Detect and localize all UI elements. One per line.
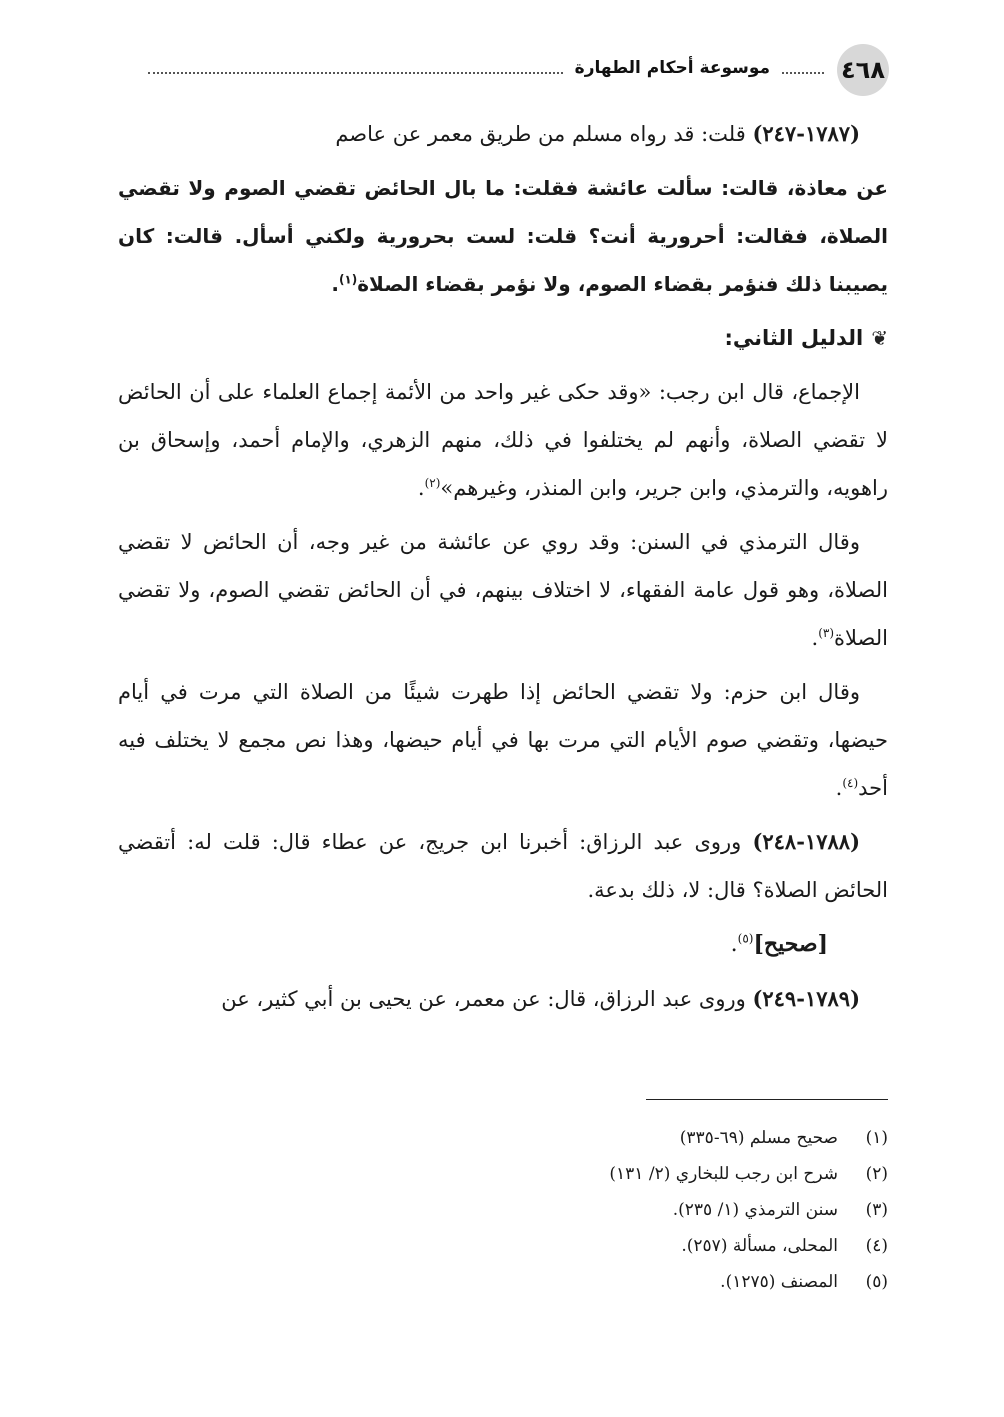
book-title: موسوعة أحكام الطهارة	[574, 58, 770, 78]
running-header	[148, 58, 824, 78]
paragraph-5: وقال ابن حزم: ولا تقضي الحائض إذا طهرت شيئًا من الصلاة التي مرت في أيام حيضها، وتقضي صوم الأيام التي مرت بها في أيام حيضها، وهذا نص مجمع لا يختلف فيه أحد$^{(٤)}$.	[118, 680, 888, 800]
footnote-item	[118, 1192, 888, 1228]
footnote-ref[interactable]: (١)	[338, 272, 358, 287]
footnote-text: المحلى، مسألة (٢٥٧).	[681, 1236, 838, 1256]
paragraph-text: وروى عبد الرزاق، قال: عن معمر، عن يحيى بن أبي كثير، عن	[221, 987, 753, 1011]
paragraph-4: وقال الترمذي في السنن: وقد روي عن عائشة من غير وجه، أن الحائض لا تقضي الصلاة، وهو قول عامة الفقهاء، لا اختلاف بينهم، في أن الحائض تقضي الصوم، ولا تقضي الصلاة$^{(٣)}$.	[118, 530, 888, 650]
header-dots-left	[148, 72, 563, 74]
paragraph-text: وقال الترمذي في السنن: وقد روي عن عائشة من غير وجه، أن الحائض لا تقضي الصلاة، وهو قول عامة الفقهاء، لا اختلاف بينهم، في أن الحائض تقضي الصوم، ولا تقضي الصلاة	[118, 530, 888, 650]
footnote-number: (١)	[865, 1128, 888, 1148]
hadith-grade: [صحيح]$^{(٥)}$.	[730, 931, 828, 957]
paragraph-1	[118, 110, 888, 158]
footnote-text: المصنف (١٢٧٥).	[720, 1272, 838, 1292]
page-number: ٤٦٨	[837, 44, 889, 96]
footnote-text: سنن الترمذي (١/ ٢٣٥).	[672, 1200, 838, 1220]
footnote-number: (٤)	[865, 1236, 888, 1256]
footnote-item	[118, 1156, 888, 1192]
section-heading-text: الدليل الثاني:	[724, 326, 864, 350]
paragraph-text: قلت: قد رواه مسلم من طريق معمر عن عاصم	[335, 122, 753, 146]
footnotes	[118, 1120, 888, 1300]
footnote-ref[interactable]: (٢)	[424, 476, 441, 490]
footnote-text: صحيح مسلم (٦٩-٣٣٥)	[679, 1128, 838, 1148]
header-dots-right	[782, 72, 824, 74]
footnote-number: (٥)	[865, 1272, 888, 1292]
leaf-bullet-icon: ❦	[871, 326, 888, 350]
main-text	[118, 110, 888, 1029]
paragraph-7	[118, 975, 888, 1023]
hadith-number: (١٧٨٩-٢٤٩)	[752, 986, 860, 1011]
footnote-item	[118, 1264, 888, 1300]
footnote-ref[interactable]: (٤)	[842, 776, 859, 790]
footnote-ref[interactable]: (٣)	[818, 626, 835, 640]
paragraph-text: الإجماع، قال ابن رجب: «وقد حكى غير واحد من الأئمة إجماع العلماء على أن الحائض لا تقضي الصلاة، وأنهم لم يختلفوا في ذلك، منهم الزهري، والإمام أحمد، وإسحاق بن راهويه، والترمذي، وابن جرير، وابن المنذر، وغيرهم»	[118, 380, 888, 500]
paragraph-2-hadith-text: عن معاذة، قالت: سألت عائشة فقلت: ما بال الحائض تقضي الصوم ولا تقضي الصلاة، فقالت: أحرورية أنت؟ قلت: لست بحرورية ولكني أسأل. قالت: كان يصيبنا ذلك فنؤمر بقضاء الصوم، ولا نؤمر بقضاء الصلاة$^{(١)}$.	[118, 176, 888, 296]
hadith-number: (١٧٨٧-٢٤٧)	[752, 121, 860, 146]
footnote-item	[118, 1120, 888, 1156]
paragraph-text: وقال ابن حزم: ولا تقضي الحائض إذا طهرت شيئًا من الصلاة التي مرت في أيام حيضها، وتقضي صوم الأيام التي مرت بها في أيام حيضها، وهذا نص مجمع لا يختلف فيه أحد	[118, 680, 888, 800]
grade-label: [صحيح]	[753, 931, 828, 957]
footnote-number: (٣)	[865, 1200, 888, 1220]
paragraph-text: عن معاذة، قالت: سألت عائشة فقلت: ما بال الحائض تقضي الصوم ولا تقضي الصلاة، فقالت: أحرورية أنت؟ قلت: لست بحرورية ولكني أسأل. قالت: كان يصيبنا ذلك فنؤمر بقضاء الصوم، ولا نؤمر بقضاء الصلاة	[118, 176, 888, 296]
footnote-ref[interactable]: (٥)	[737, 931, 754, 946]
footnote-number: (٢)	[865, 1164, 888, 1184]
paragraph-6	[118, 818, 888, 914]
paragraph-text: وروى عبد الرزاق: أخبرنا ابن جريج، عن عطاء قال: قلت له: أتقضي الحائض الصلاة؟ قال: لا، ذلك بدعة.	[118, 830, 888, 902]
hadith-number: (١٧٨٨-٢٤٨)	[752, 829, 860, 854]
footnote-separator	[646, 1099, 888, 1100]
footnote-text: شرح ابن رجب للبخاري (٢/ ١٣١)	[609, 1164, 838, 1184]
section-heading	[118, 314, 888, 362]
footnote-item	[118, 1228, 888, 1264]
paragraph-3: الإجماع، قال ابن رجب: «وقد حكى غير واحد من الأئمة إجماع العلماء على أن الحائض لا تقضي الصلاة، وأنهم لم يختلفوا في ذلك، منهم الزهري، والإمام أحمد، وإسحاق بن راهويه، والترمذي، وابن جرير، وابن المنذر، وغيرهم»$^{(٢)}$.	[118, 380, 888, 500]
